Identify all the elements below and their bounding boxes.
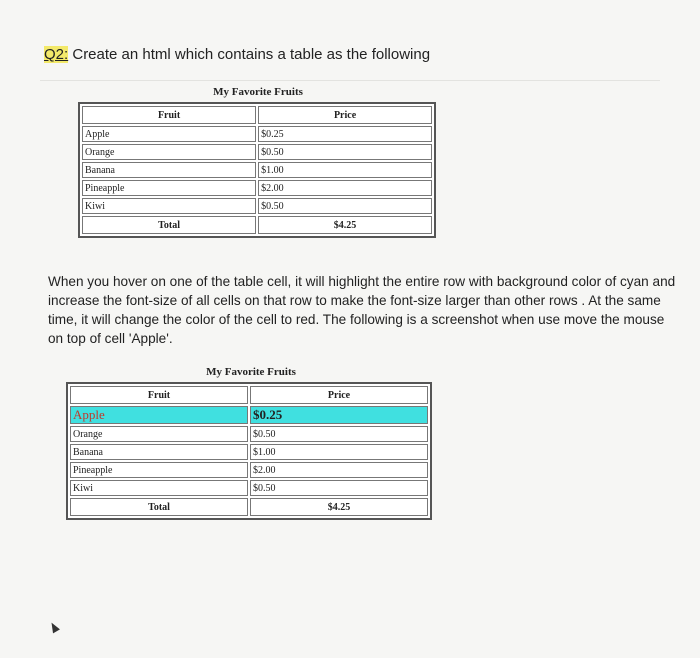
total-label[interactable]: Total xyxy=(70,498,248,516)
table-row[interactable] xyxy=(70,480,428,496)
fruit-cell[interactable]: Kiwi xyxy=(70,480,248,496)
table-caption: My Favorite Fruits xyxy=(206,366,296,378)
price-cell[interactable]: $0.50 xyxy=(258,198,432,214)
fruit-cell[interactable]: Pineapple xyxy=(70,462,248,478)
question-text: Create an html which contains a table as the following xyxy=(68,46,431,63)
divider xyxy=(40,80,660,81)
price-cell[interactable]: $1.00 xyxy=(258,162,432,178)
fruit-header[interactable]: Fruit xyxy=(82,106,256,124)
fruit-table-figure-2 xyxy=(66,366,436,526)
question-heading xyxy=(44,46,430,63)
table-header-row xyxy=(70,386,428,404)
table-row[interactable] xyxy=(82,162,432,178)
instructions-paragraph: When you hover on one of the table cell, it will highlight the entire row with background color of cyan and increase the font-size of all cells on that row to make the font-size larger than other rows . At the same time, it will change the color of the cell to red. The following is a screenshot when use move the mouse on top of cell 'Apple'. xyxy=(48,274,676,346)
fruit-cell[interactable]: Orange xyxy=(82,144,256,160)
total-label[interactable]: Total xyxy=(82,216,256,234)
fruit-table-figure-1 xyxy=(78,86,438,242)
table-row[interactable] xyxy=(82,144,432,160)
price-cell[interactable]: $0.25 xyxy=(250,406,428,424)
fruit-header[interactable]: Fruit xyxy=(70,386,248,404)
total-value[interactable]: $4.25 xyxy=(250,498,428,516)
table-header-row xyxy=(82,106,432,124)
table-row[interactable] xyxy=(82,126,432,142)
question-label: Q2: xyxy=(44,46,69,63)
fruit-cell[interactable]: Pineapple xyxy=(82,180,256,196)
table-caption: My Favorite Fruits xyxy=(213,86,303,98)
total-row[interactable] xyxy=(82,216,432,234)
table-row[interactable] xyxy=(82,198,432,214)
fruit-cell[interactable]: Banana xyxy=(82,162,256,178)
price-header[interactable]: Price xyxy=(250,386,428,404)
table-row[interactable] xyxy=(82,180,432,196)
fruit-cell[interactable]: Apple xyxy=(82,126,256,142)
fruit-cell[interactable]: Kiwi xyxy=(82,198,256,214)
fruit-table xyxy=(66,382,432,520)
fruit-table xyxy=(78,102,436,238)
price-cell[interactable]: $0.50 xyxy=(250,480,428,496)
price-cell[interactable]: $0.25 xyxy=(258,126,432,142)
price-cell[interactable]: $2.00 xyxy=(258,180,432,196)
price-cell[interactable]: $0.50 xyxy=(250,426,428,442)
fruit-cell[interactable]: Orange xyxy=(70,426,248,442)
price-cell[interactable]: $1.00 xyxy=(250,444,428,460)
table-row-highlighted[interactable] xyxy=(70,406,428,424)
fruit-cell[interactable]: Banana xyxy=(70,444,248,460)
table-row[interactable] xyxy=(70,462,428,478)
table-row[interactable] xyxy=(70,444,428,460)
table-row[interactable] xyxy=(70,426,428,442)
fruit-cell-hovered[interactable]: Apple xyxy=(70,406,248,424)
price-cell[interactable]: $2.00 xyxy=(250,462,428,478)
price-cell[interactable]: $0.50 xyxy=(258,144,432,160)
total-row[interactable] xyxy=(70,498,428,516)
mouse-cursor-icon xyxy=(48,621,60,634)
price-header[interactable]: Price xyxy=(258,106,432,124)
total-value[interactable]: $4.25 xyxy=(258,216,432,234)
